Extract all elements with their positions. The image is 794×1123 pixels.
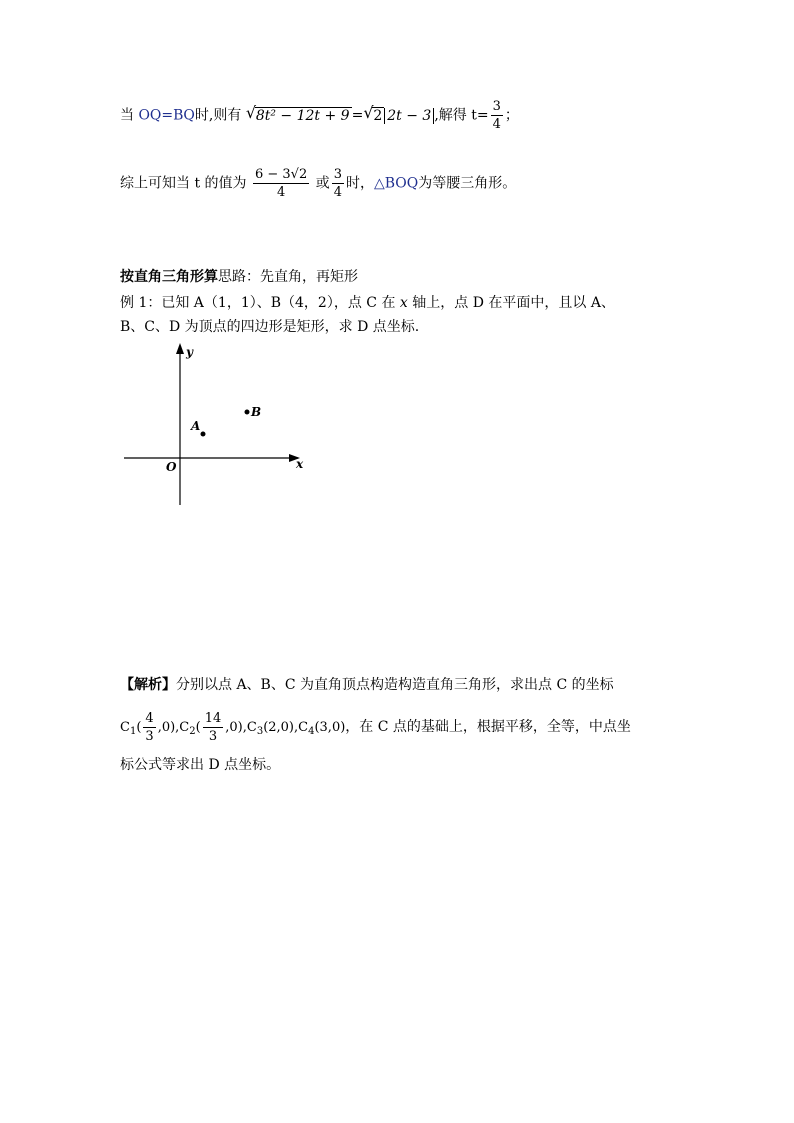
text-isosceles: 为等腰三角形。 bbox=[418, 175, 517, 192]
c1-fraction bbox=[143, 712, 155, 743]
text-then: 时,则有 bbox=[194, 107, 242, 124]
condition-oq-bq: OQ=BQ bbox=[138, 107, 195, 124]
c4-letter: C bbox=[298, 720, 309, 735]
fraction-denominator: 3 bbox=[145, 729, 154, 744]
sqrt-expression: √ 8t² − 12t + 9 bbox=[245, 102, 350, 124]
analysis-line-1 bbox=[120, 678, 614, 692]
fraction-denominator: 3 bbox=[208, 729, 218, 744]
x-variable: x bbox=[399, 295, 408, 311]
c2-subscript: 2 bbox=[189, 726, 196, 737]
point-b bbox=[245, 410, 250, 415]
fraction-six-minus bbox=[253, 168, 309, 199]
analysis-text-3: 标公式等求出 D 点坐标。 bbox=[120, 757, 281, 773]
point-b-label: B bbox=[251, 405, 262, 419]
absolute-value: 2t − 3 bbox=[384, 108, 434, 124]
c3-subscript: 3 bbox=[256, 726, 264, 737]
text-conclusion: 综上可知当 t 的值为 bbox=[120, 175, 247, 192]
equals-sign: = bbox=[351, 107, 364, 124]
sqrt-two: √ 2 bbox=[363, 102, 383, 124]
section-title: 按直角三角形算 bbox=[120, 269, 218, 285]
fraction-denominator: 4 bbox=[333, 185, 342, 200]
point-a bbox=[201, 432, 206, 437]
semicolon: ； bbox=[504, 107, 519, 124]
solution-line-oq-bq bbox=[120, 100, 519, 131]
radicand-quadratic: 8t² − 12t + 9 bbox=[255, 107, 350, 124]
text-solve: ,解得 t= bbox=[434, 107, 489, 124]
triangle-boq: △BOQ bbox=[373, 175, 419, 192]
analysis-line-3 bbox=[120, 758, 280, 772]
example-text-1: 例 1：已知 A（1，1）、B（4，2），点 C 在 bbox=[120, 295, 396, 311]
c1-letter: C bbox=[120, 720, 130, 735]
text-or: 或 bbox=[315, 175, 330, 192]
section-heading bbox=[120, 270, 358, 284]
analysis-text-1: 分别以点 A、B、C 为直角顶点构造构造直角三角形，求出点 C 的坐标 bbox=[176, 677, 614, 693]
fraction-three-quarters bbox=[491, 100, 503, 131]
section-idea: 思路：先直角，再矩形 bbox=[218, 269, 358, 285]
y-axis-arrow bbox=[176, 343, 184, 354]
y-axis-label: y bbox=[186, 345, 193, 359]
c1-subscript: 1 bbox=[129, 726, 137, 737]
text-when: 时， bbox=[345, 175, 374, 192]
point-a-label: A bbox=[191, 419, 201, 433]
analysis-line-2: $C_1$( $\frac{4}{3}$ $,0),C_2$( $\frac{14}{3}$ $,0),C_3(2,0),C_4(3,0)$，在 C 点的基础上，根据平移，全等，中点坐 bbox=[120, 711, 631, 744]
example-text-1b: 轴上，点 D 在平面中，且以 A、 bbox=[412, 295, 615, 311]
c2-letter: C bbox=[179, 720, 190, 735]
analysis-text-2: ，在 C 点的基础上，根据平移，全等，中点坐 bbox=[345, 719, 631, 735]
example-text-2: B、C、D 为顶点的四边形是矩形，求 D 点坐标. bbox=[120, 319, 420, 335]
conclusion-line bbox=[120, 168, 516, 199]
x-axis-label: x bbox=[296, 457, 304, 471]
fraction-numerator: 6 − 3√2 bbox=[254, 167, 308, 182]
fraction-three-quarters bbox=[332, 168, 344, 199]
fraction-denominator: 4 bbox=[492, 117, 501, 132]
c2-fraction bbox=[203, 712, 224, 743]
fraction-numerator: 4 bbox=[145, 711, 154, 726]
c4-value: (3,0) bbox=[314, 720, 346, 735]
fraction-numerator: 3 bbox=[333, 167, 342, 182]
radicand-two: 2 bbox=[373, 107, 383, 124]
example-line-1 bbox=[120, 296, 615, 310]
text-when: 当 bbox=[120, 107, 139, 124]
coordinate-figure bbox=[120, 340, 320, 510]
example-line-2 bbox=[120, 320, 419, 334]
fraction-numerator: 14 bbox=[204, 711, 222, 726]
c3-letter: C bbox=[246, 720, 257, 735]
c3-value: (2,0), bbox=[263, 720, 299, 735]
origin-label: O bbox=[166, 460, 177, 474]
analysis-tag: 【解析】 bbox=[120, 677, 176, 693]
c4-subscript: 4 bbox=[308, 726, 315, 737]
fraction-numerator: 3 bbox=[492, 99, 501, 114]
fraction-denominator: 4 bbox=[276, 185, 286, 200]
